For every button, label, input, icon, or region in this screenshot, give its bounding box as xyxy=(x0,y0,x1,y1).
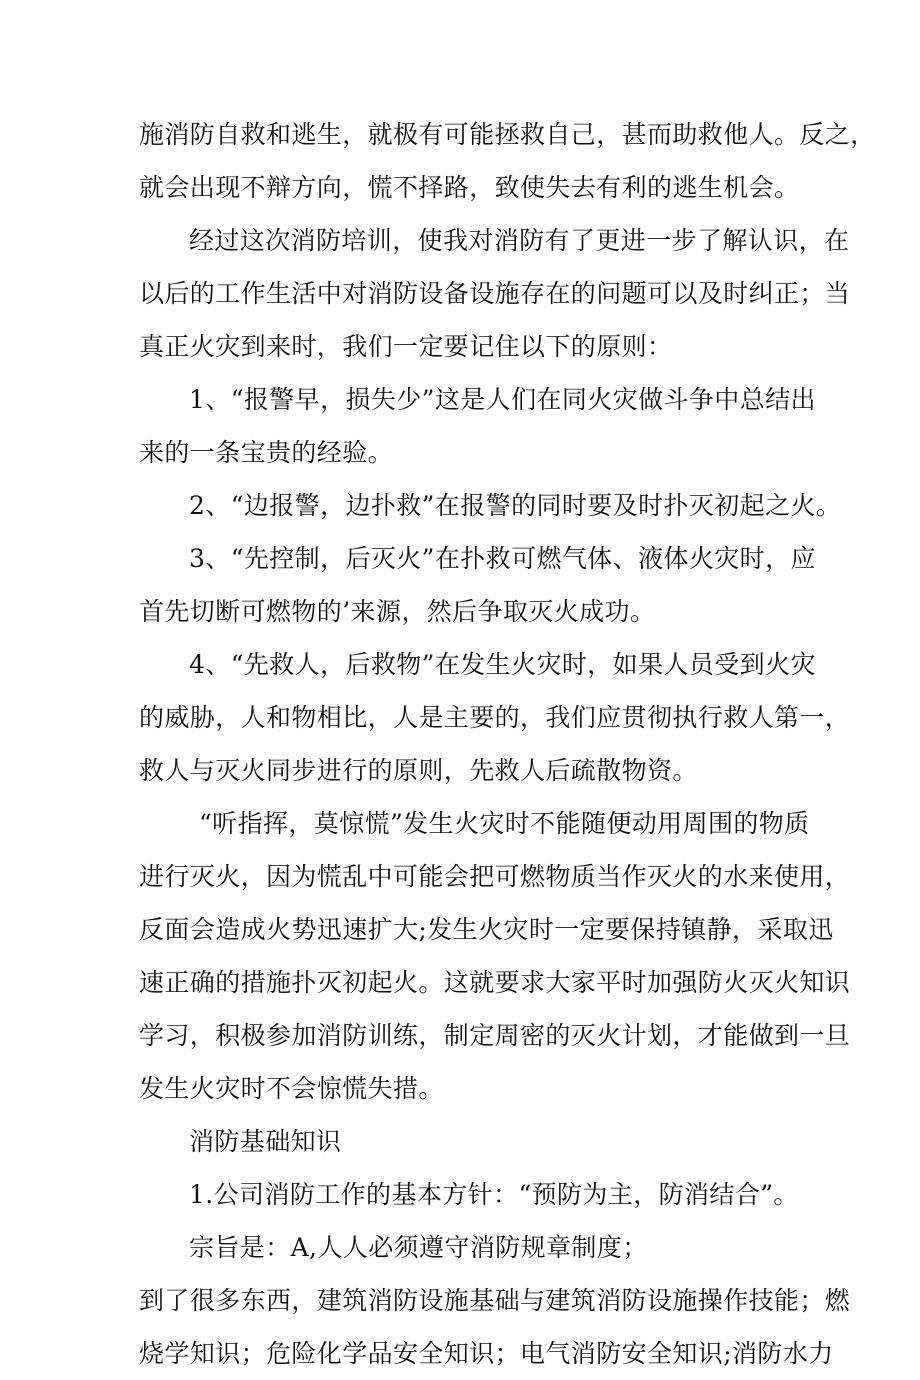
paragraph-line: 烧学知识；危险化学品安全知识；电气消防安全知识;消防水力 xyxy=(139,1339,834,1368)
paragraph-line: 真正火灾到来时，我们一定要记住以下的原则： xyxy=(139,332,673,361)
list-item-line: 救人与灭火同步进行的原则，先救人后疏散物资。 xyxy=(139,756,698,785)
list-item-line: 首先切断可燃物的’来源，然后争取灭火成功。 xyxy=(139,597,656,626)
list-item-line: 的威胁，人和物相比，人是主要的，我们应贯彻执行救人第一， xyxy=(139,703,851,732)
paragraph-line: 发生火灾时不会惊慌失措。 xyxy=(139,1074,444,1103)
paragraph-line: 反面会造成火势迅速扩大;发生火灾时一定要保持镇静，采取迅 xyxy=(139,915,834,944)
paragraph-line: 学习，积极参加消防训练，制定周密的灭火计划，才能做到一旦 xyxy=(139,1021,851,1050)
list-item-line: 2、“边报警，边扑救”在报警的同时要及时扑灭初起之火。 xyxy=(189,491,842,520)
list-item-line: 4、“先救人，后救物”在发生火灾时，如果人员受到火灾 xyxy=(189,650,816,679)
paragraph-line: 施消防自救和逃生，就极有可能拯救自己，甚而助救他人。反之， xyxy=(139,120,876,149)
paragraph-line: 宗旨是：A,人人必须遵守消防规章制度； xyxy=(189,1233,648,1262)
section-heading: 消防基础知识 xyxy=(189,1127,342,1156)
paragraph-line: 速正确的措施扑灭初起火。这就要求大家平时加强防火灭火知识 xyxy=(139,968,851,997)
paragraph-line: 以后的工作生活中对消防设备设施存在的问题可以及时纠正；当 xyxy=(139,279,851,308)
list-item-line: 1、“报警早，损失少”这是人们在同火灾做斗争中总结出 xyxy=(189,385,816,414)
list-item-line: 来的一条宝贵的经验。 xyxy=(139,438,394,467)
paragraph-line: 1.公司消防工作的基本方针：“预防为主，防消结合”。 xyxy=(189,1180,799,1209)
paragraph-line: 就会出现不辩方向，慌不择路，致使失去有利的逃生机会。 xyxy=(139,173,800,202)
paragraph-line: “听指挥，莫惊慌”发生火灾时不能随便动用周围的物质 xyxy=(199,809,810,838)
list-item-line: 3、“先控制，后灭火”在扑救可燃气体、液体火灾时，应 xyxy=(189,544,816,573)
document-body xyxy=(139,108,876,1380)
paragraph-line: 到了很多东西，建筑消防设施基础与建筑消防设施操作技能；燃 xyxy=(139,1286,851,1315)
paragraph-line: 进行灭火，因为慌乱中可能会把可燃物质当作灭火的水来使用， xyxy=(139,862,851,891)
paragraph-line: 经过这次消防培训，使我对消防有了更进一步了解认识，在 xyxy=(189,226,850,255)
